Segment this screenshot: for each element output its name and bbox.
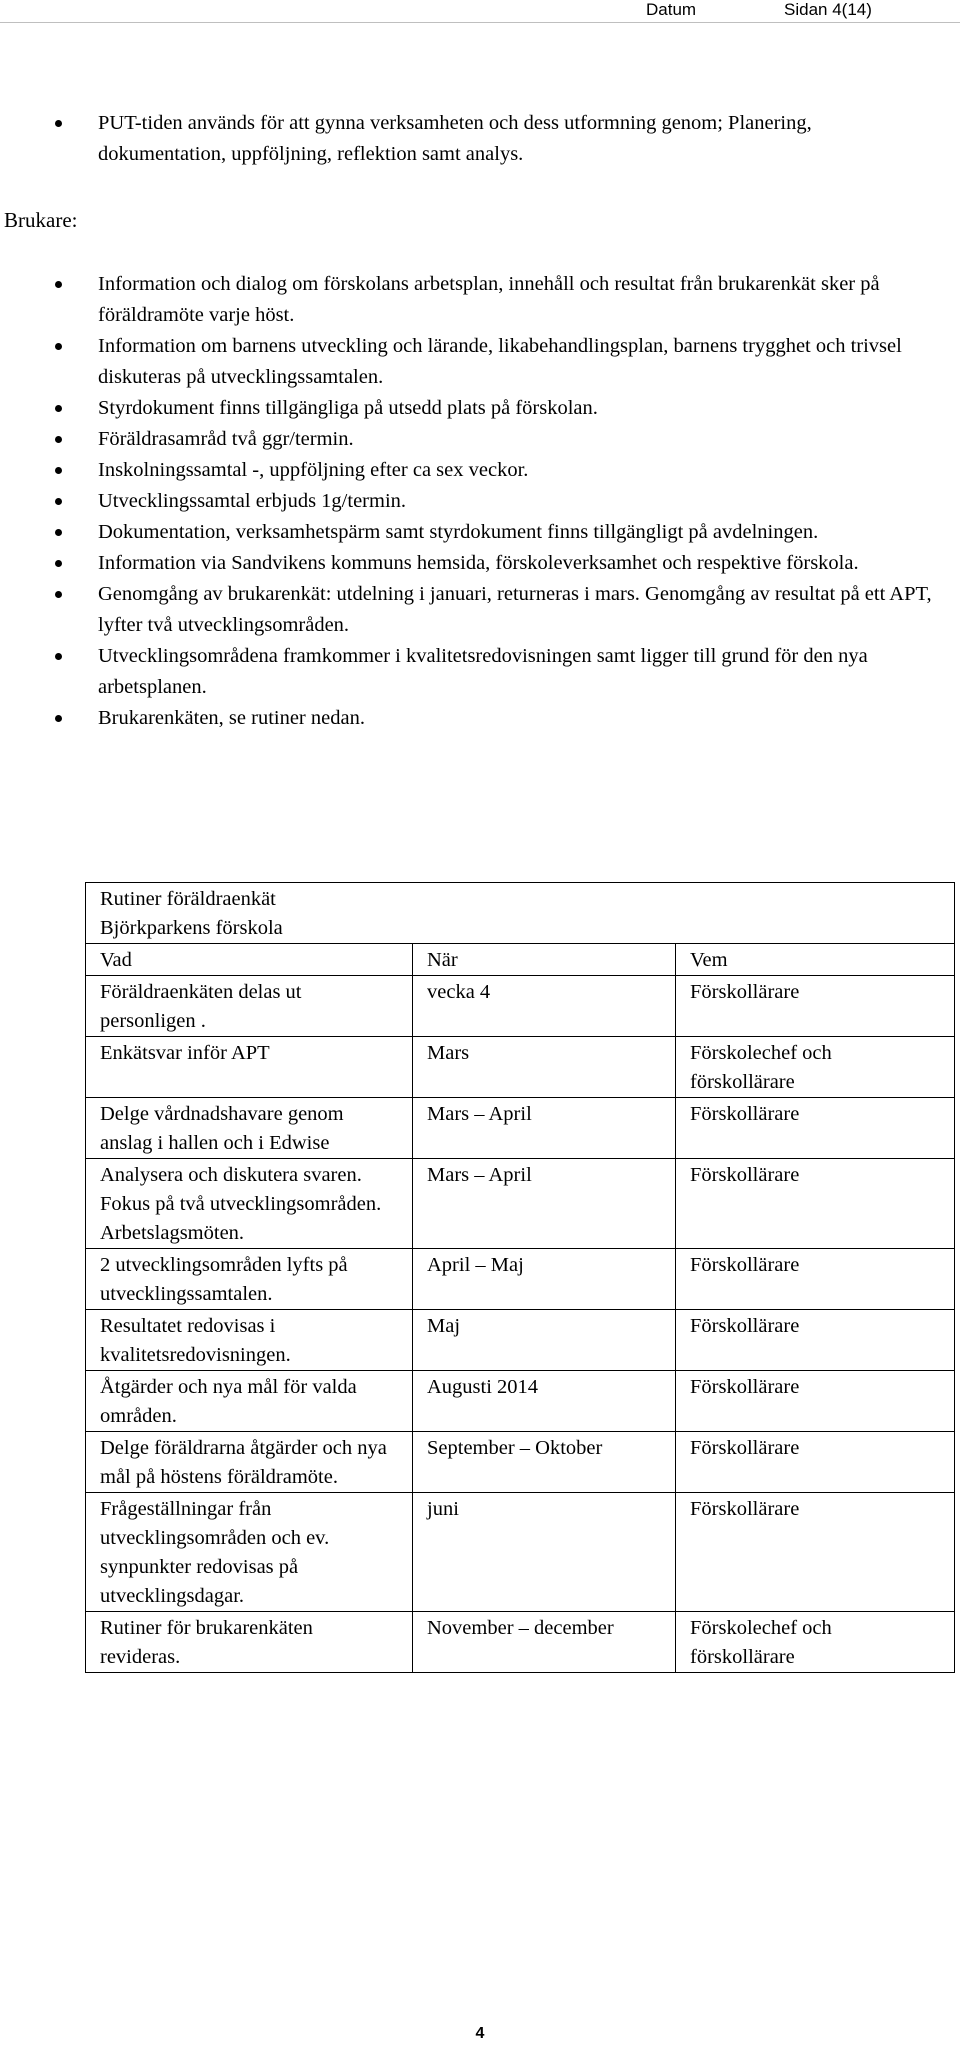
list-item: PUT-tiden används för att gynna verksamheten och dess utformning genom; Planering, dokumentation, uppföljning, reflektion samt analys. <box>0 108 960 169</box>
list-item: Brukarenkäten, se rutiner nedan. <box>0 703 960 734</box>
table-row <box>86 1098 955 1159</box>
bullet-icon <box>55 498 62 505</box>
cell-nar: juni <box>413 1493 676 1612</box>
table-subtitle: Björkparkens förskola <box>100 917 283 939</box>
header-page-count: Sidan 4(14) <box>784 0 872 19</box>
cell-vad: Delge föräldrarna åtgärder och nya mål på höstens föräldramöte. <box>86 1432 413 1493</box>
table-title-row <box>86 883 955 944</box>
bullet-icon <box>55 715 62 722</box>
column-header-nar: När <box>413 944 676 976</box>
table-row <box>86 1493 955 1612</box>
cell-nar: April – Maj <box>413 1249 676 1310</box>
cell-nar: vecka 4 <box>413 976 676 1037</box>
table-row <box>86 1310 955 1371</box>
bullet-icon <box>55 467 62 474</box>
section-heading-brukare: Brukare: <box>4 208 78 232</box>
table-row <box>86 1159 955 1249</box>
page-number: 4 <box>475 2025 485 2042</box>
bullet-icon <box>55 529 62 536</box>
list-item: Styrdokument finns tillgängliga på utsedd plats på förskolan. <box>0 393 960 424</box>
table-title: Rutiner föräldraenkät <box>100 888 276 910</box>
cell-vad: Frågeställningar från utvecklingsområden och ev. synpunkter redovisas på utvecklingsdagar. <box>86 1493 413 1612</box>
put-bullet-list <box>0 108 960 169</box>
cell-nar: Mars <box>413 1037 676 1098</box>
bullet-icon <box>55 120 62 127</box>
cell-vad: Rutiner för brukarenkäten revideras. <box>86 1612 413 1673</box>
list-item: Information via Sandvikens kommuns hemsida, förskoleverksamhet och respektive förskola. <box>0 548 960 579</box>
cell-nar: Mars – April <box>413 1098 676 1159</box>
cell-nar: Maj <box>413 1310 676 1371</box>
cell-vad: Delge vårdnadshavare genom anslag i hallen och i Edwise <box>86 1098 413 1159</box>
bullet-icon <box>55 281 62 288</box>
cell-nar: Mars – April <box>413 1159 676 1249</box>
list-item: Dokumentation, verksamhetspärm samt styrdokument finns tillgängligt på avdelningen. <box>0 517 960 548</box>
header-datum: Datum <box>646 0 697 19</box>
bullet-icon <box>55 436 62 443</box>
cell-nar: September – Oktober <box>413 1432 676 1493</box>
cell-vem: Förskollärare <box>676 1310 955 1371</box>
bullet-icon <box>55 653 62 660</box>
page-header <box>0 0 960 22</box>
table-row <box>86 1037 955 1098</box>
bullet-icon <box>55 405 62 412</box>
table-row <box>86 1432 955 1493</box>
cell-vad: Analysera och diskutera svaren. Fokus på två utvecklingsområden. Arbetslagsmöten. <box>86 1159 413 1249</box>
cell-vad: Åtgärder och nya mål för valda områden. <box>86 1371 413 1432</box>
cell-nar: November – december <box>413 1612 676 1673</box>
list-item: Information och dialog om förskolans arbetsplan, innehåll och resultat från brukarenkät sker på föräldramöte varje höst. <box>0 269 960 331</box>
cell-vem: Förskolechef och förskollärare <box>676 1612 955 1673</box>
cell-vem: Förskollärare <box>676 1493 955 1612</box>
cell-vem: Förskollärare <box>676 1432 955 1493</box>
cell-vad: Föräldraenkäten delas ut personligen . <box>86 976 413 1037</box>
list-item: Utvecklingsområdena framkommer i kvalitetsredovisningen samt ligger till grund för den nya arbetsplanen. <box>0 641 960 703</box>
brukare-bullet-list <box>0 269 960 734</box>
cell-vem: Förskollärare <box>676 1371 955 1432</box>
list-item: Utvecklingssamtal erbjuds 1g/termin. <box>0 486 960 517</box>
bullet-icon <box>55 560 62 567</box>
table-row <box>86 976 955 1037</box>
bullet-icon <box>55 343 62 350</box>
table-row <box>86 1249 955 1310</box>
cell-vem: Förskollärare <box>676 1098 955 1159</box>
cell-vem: Förskollärare <box>676 976 955 1037</box>
table-title-cell <box>86 883 955 944</box>
cell-vem: Förskolechef och förskollärare <box>676 1037 955 1098</box>
header-divider <box>0 22 960 23</box>
cell-vad: Enkätsvar inför APT <box>86 1037 413 1098</box>
column-header-vem: Vem <box>676 944 955 976</box>
list-item: Genomgång av brukarenkät: utdelning i januari, returneras i mars. Genomgång av resultat på ett APT, lyfter två utvecklingsområden. <box>0 579 960 641</box>
cell-vad: Resultatet redovisas i kvalitetsredovisningen. <box>86 1310 413 1371</box>
routines-table <box>85 882 955 1673</box>
cell-vem: Förskollärare <box>676 1249 955 1310</box>
cell-vem: Förskollärare <box>676 1159 955 1249</box>
list-item: Inskolningssamtal -, uppföljning efter ca sex veckor. <box>0 455 960 486</box>
list-item: Information om barnens utveckling och lärande, likabehandlingsplan, barnens trygghet och trivsel diskuteras på utvecklingssamtalen. <box>0 331 960 393</box>
bullet-icon <box>55 591 62 598</box>
cell-nar: Augusti 2014 <box>413 1371 676 1432</box>
table-row <box>86 1612 955 1673</box>
table-header-row <box>86 944 955 976</box>
column-header-vad: Vad <box>86 944 413 976</box>
table-row <box>86 1371 955 1432</box>
cell-vad: 2 utvecklingsområden lyfts på utvecklingssamtalen. <box>86 1249 413 1310</box>
list-item: Föräldrasamråd två ggr/termin. <box>0 424 960 455</box>
